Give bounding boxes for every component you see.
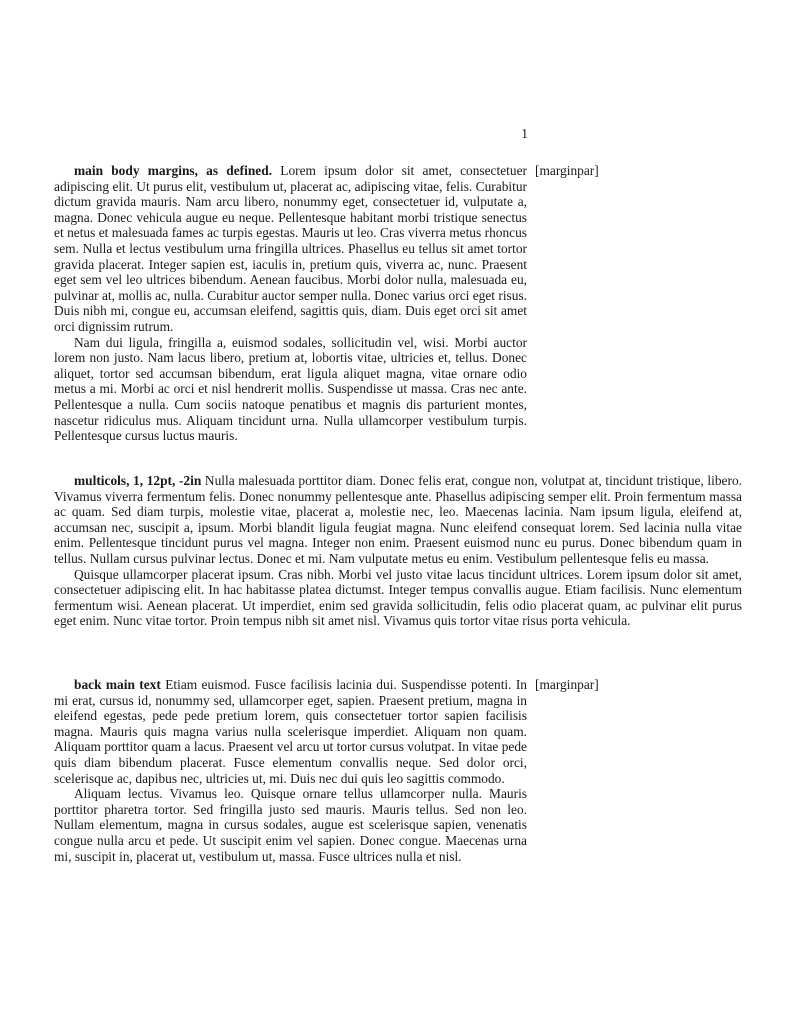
paragraph — [54, 677, 527, 786]
paragraph — [54, 163, 527, 335]
margin-note: [marginpar] — [535, 677, 599, 692]
paragraph-text: Nulla malesuada porttitor diam. Donec felis erat, congue non, volutpat at, tincidunt tristique, libero. Vivamus viverra fermentum felis. Donec nonummy pellentesque ante. Phasellus adipiscing semper elit. Proin fermentum massa ac quam. Sed diam turpis, molestie vitae, placerat a, molestie nec, leo. Maecenas lacinia. Nam ipsum ligula, eleifend at, accumsan nec, suscipit a, ipsum. Morbi blandit ligula feugiat magna. Nunc eleifend consequat lorem. Sed lacinia nulla vitae enim. Pellentesque tincidunt purus vel magna. Integer non enim. Praesent euismod nunc eu purus. Donec bibendum quam in tellus. Nullam cursus pulvinar lectus. Donec et mi. Nam vulputate metus eu enim. Vestibulum pellentesque felis eu massa. — [54, 473, 742, 566]
paragraph-text: Etiam euismod. Fusce facilisis lacinia dui. Suspendisse potenti. In mi erat, cursus id, nonummy sed, ullamcorper eget, sapien. Praesent pretium, magna in eleifend egestas, pede pede pretium lorem, quis consectetuer tortor sapien facilisis magna. Mauris quis magna varius nulla scelerisque imperdiet. Aliquam non quam. Aliquam porttitor quam a lacus. Praesent vel arcu ut tortor cursus volutpat. In vitae pede quis diam bibendum placerat. Fusce elementum convallis neque. Sed dolor orci, scelerisque ac, dapibus nec, ultricies ut, mi. Duis nec dui quis leo sagittis commodo. — [54, 677, 528, 786]
multicols-section — [54, 473, 742, 629]
back-main-section — [54, 677, 527, 864]
section-heading: main body margins, as defined. — [74, 163, 273, 178]
paragraph — [54, 473, 742, 567]
margin-note: [marginpar] — [535, 163, 599, 178]
paragraph: Nam dui ligula, fringilla a, euismod sodales, sollicitudin vel, wisi. Morbi auctor lorem non justo. Nam lacus libero, pretium at, lobortis vitae, ultricies et, tellus. Donec aliquet, tortor sed accumsan bibendum, erat ligula aliquet magna, vitae ornare odio metus a mi. Morbi ac orci et nisl hendrerit mollis. Suspendisse ut massa. Cras nec ante. Pellentesque a nulla. Cum sociis natoque penatibus et magnis dis parturient montes, nascetur ridiculus mus. Aliquam tincidunt urna. Nulla ullamcorper vestibulum turpis. Pellentesque cursus luctus mauris. — [54, 334, 527, 444]
paragraph-text: Lorem ipsum dolor sit amet, consectetuer adipiscing elit. Ut purus elit, vestibulum ut, placerat ac, adipiscing vitae, felis. Curabitur dictum gravida mauris. Nam arcu libero, nonummy eget, consectetuer id, vulputate a, magna. Donec vehicula augue eu neque. Pellentesque habitant morbi tristique senectus et netus et malesuada fames ac turpis egestas. Mauris ut leo. Cras viverra metus rhoncus sem. Nulla et lectus vestibulum urna fringilla ultrices. Phasellus eu tellus sit amet tortor gravida placerat. Integer sapien est, iaculis in, pretium quis, viverra ac, nunc. Praesent eget sem vel leo ultrices bibendum. Aenean faucibus. Morbi dolor nulla, malesuada eu, pulvinar at, mollis ac, nulla. Curabitur auctor semper nulla. Donec varius orci eget risus. Duis nibh mi, congue eu, accumsan eleifend, sagittis quis, diam. Duis eget orci sit amet orci dignissim rutrum. — [54, 163, 528, 334]
section-heading: multicols, 1, 12pt, -2in — [74, 473, 202, 488]
paragraph: Aliquam lectus. Vivamus leo. Quisque ornare tellus ullamcorper nulla. Mauris porttitor pharetra tortor. Sed fringilla justo sed mauris. Mauris tellus. Sed non leo. Nullam elementum, magna in cursus sodales, augue est scelerisque sapien, venenatis congue nulla arcu et pede. Ut suscipit enim vel sapien. Donec congue. Maecenas urna mi, suscipit in, placerat ut, vestibulum ut, massa. Fusce ultrices nulla et nisl. — [54, 786, 527, 864]
main-body-section — [54, 163, 527, 444]
section-heading: back main text — [74, 677, 161, 692]
page-number: 1 — [521, 126, 528, 141]
paragraph: Quisque ullamcorper placerat ipsum. Cras nibh. Morbi vel justo vitae lacus tincidunt ultrices. Lorem ipsum dolor sit amet, consectetuer adipiscing elit. In hac habitasse platea dictumst. Integer tempus convallis augue. Etiam facilisis. Nunc elementum fermentum wisi. Aenean placerat. Ut imperdiet, enim sed gravida sollicitudin, felis odio placerat quam, ac pulvinar elit purus eget enim. Nunc vitae tortor. Proin tempus nibh sit amet nisl. Vivamus quis tortor vitae risus porta vehicula. — [54, 566, 742, 629]
